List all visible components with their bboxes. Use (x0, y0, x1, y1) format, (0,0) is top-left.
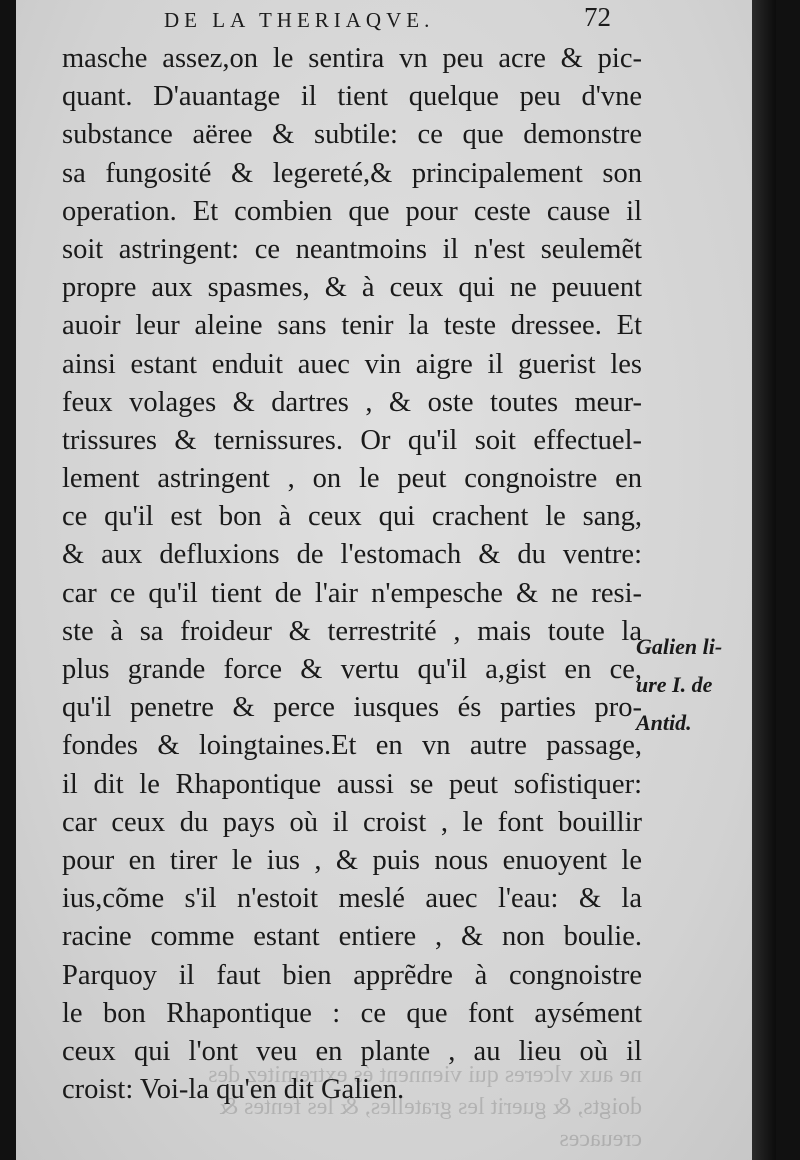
text-line: quant. D'auantage il tient quelque peu d'vne (62, 81, 642, 113)
text-line: substance aëree & subtile: ce que demonstre (62, 119, 642, 151)
text-line: & aux defluxions de l'estomach & du ventre: (62, 539, 642, 571)
running-head: DE LA THERIAQVE. (164, 8, 435, 32)
bleed-through-line: doigts, & guerit les gratelles, & les fentes & (219, 1094, 642, 1120)
book-gutter-edge (752, 0, 776, 1160)
text-line: il dit le Rhapontique aussi se peut sofistiquer: (62, 768, 642, 800)
text-line: qu'il penetre & perce iusques és parties pro- (62, 692, 642, 724)
marginal-note-line: ure I. de (636, 672, 713, 697)
marginal-note-line: Antid. (636, 710, 692, 735)
text-line-last: croist: Voi-la qu'en dit Galien. (62, 1074, 405, 1106)
text-line: ius,cõme s'il n'estoit meslé auec l'eau: & la (62, 883, 642, 915)
page-number: 72 (584, 2, 611, 32)
text-line: plus grande force & vertu qu'il a,gist en ce, (62, 654, 642, 685)
book-page (16, 0, 776, 1160)
bleed-through-line: creuaces (559, 1126, 642, 1152)
marginal-note-line: Galien li- (636, 634, 723, 659)
text-line: sa fungosité & legereté,& principalement son (62, 157, 642, 189)
text-line: masche assez,on le sentira vn peu acre & pic- (62, 43, 642, 74)
text-line: ainsi estant enduit auec vin aigre il guerist les (62, 348, 642, 380)
text-line: car ceux du pays où il croist , le font bouillir (62, 806, 642, 838)
text-line: trissures & ternissures. Or qu'il soit effectuel- (62, 424, 642, 456)
text-line: lement astringent , on le peut congnoistre en (62, 463, 642, 495)
text-line: feux volages & dartres , & oste toutes meur- (62, 386, 642, 418)
text-line: car ce qu'il tient de l'air n'empesche & ne resi- (62, 577, 642, 609)
text-line: soit astringent: ce neantmoins il n'est seulemẽt (62, 233, 642, 265)
text-line: auoir leur aleine sans tenir la teste dressee. Et (62, 310, 642, 342)
text-line: le bon Rhapontique : ce que font aysément (62, 997, 642, 1029)
text-line: pour en tirer le ius , & puis nous enuoyent le (62, 844, 642, 876)
text-line: racine comme estant entiere , & non boulie. (62, 921, 642, 953)
text-line: Parquoy il faut bien apprẽdre à congnoistre (62, 959, 642, 991)
bleed-through-line: ne aux vlceres qui viennent és extremitez des (208, 1062, 642, 1088)
main-text-block (62, 40, 642, 1109)
text-line: ce qu'il est bon à ceux qui crachent le sang, (62, 501, 642, 533)
text-line: fondes & loingtaines.Et en vn autre passage, (62, 730, 642, 762)
text-line: ste à sa froideur & terrestrité , mais toute la (62, 615, 642, 647)
text-line: operation. Et combien que pour ceste cause il (62, 195, 642, 227)
text-line: propre aux spasmes, & à ceux qui ne peuuent (62, 272, 642, 304)
text-line: ceux qui l'ont veu en plante , au lieu où il (62, 1035, 642, 1067)
